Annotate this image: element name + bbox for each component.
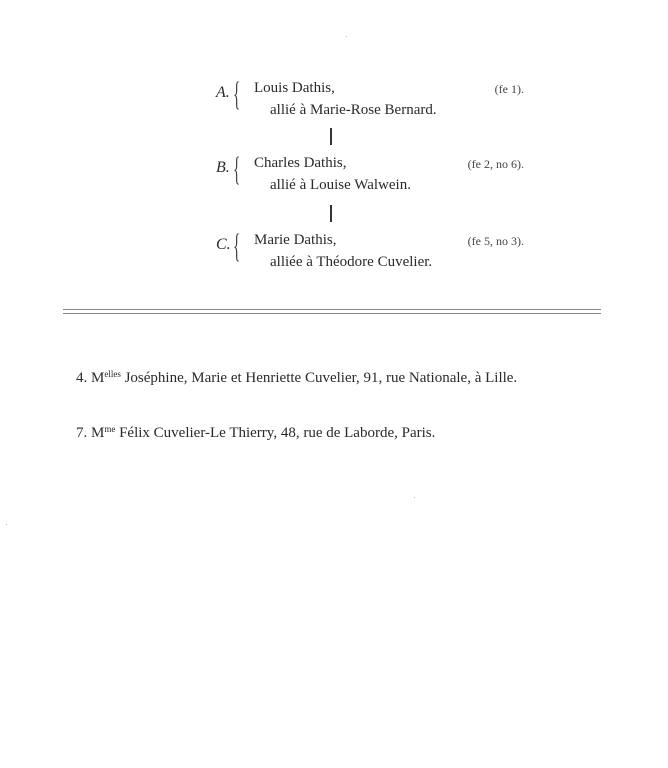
entry-letter: A. [216, 84, 230, 101]
divider-rule-top [63, 309, 601, 310]
address-line-7 [76, 424, 435, 442]
address-text: Joséphine, Marie et Henriette Cuvelier, 91, rue Nationale, à Lille. [124, 370, 518, 386]
descent-connector [330, 205, 332, 222]
entry-letter: B. [216, 159, 230, 176]
brace-icon: { [233, 151, 241, 188]
divider-rule-bottom [63, 313, 601, 314]
person-name: Marie Dathis, [254, 232, 337, 248]
spouse-line: allié à Louise Walwein. [270, 177, 411, 193]
genealogy-entry-b [214, 151, 524, 205]
person-name: Charles Dathis, [254, 155, 347, 171]
honorific: $M^{me}$ [91, 424, 116, 441]
folio-reference: (fe 2, no 6). [467, 157, 524, 171]
person-name: Louis Dathis, [254, 80, 335, 96]
brace-icon: { [233, 76, 241, 113]
genealogy-entry-a [214, 76, 524, 130]
entry-number: 7. [76, 425, 88, 441]
folio-reference: (fe 1). [494, 82, 524, 96]
spouse-line: alliée à Théodore Cuvelier. [270, 254, 433, 270]
entry-number: 4. [76, 370, 88, 386]
spouse-line: allié à Marie-Rose Bernard. [270, 102, 437, 118]
paper-speck [414, 497, 415, 498]
address-text: Félix Cuvelier-Le Thierry, 48, rue de Laborde, Paris. [119, 425, 436, 441]
paper-speck [6, 524, 7, 525]
brace-icon: { [233, 228, 241, 265]
honorific: $M^{elles}$ [91, 369, 121, 386]
folio-reference: (fe 5, no 3). [467, 234, 524, 248]
genealogy-entry-c [214, 228, 524, 282]
descent-connector [330, 128, 332, 145]
paper-speck [346, 36, 347, 37]
address-line-4 [76, 369, 517, 387]
entry-letter: C. [216, 236, 231, 253]
